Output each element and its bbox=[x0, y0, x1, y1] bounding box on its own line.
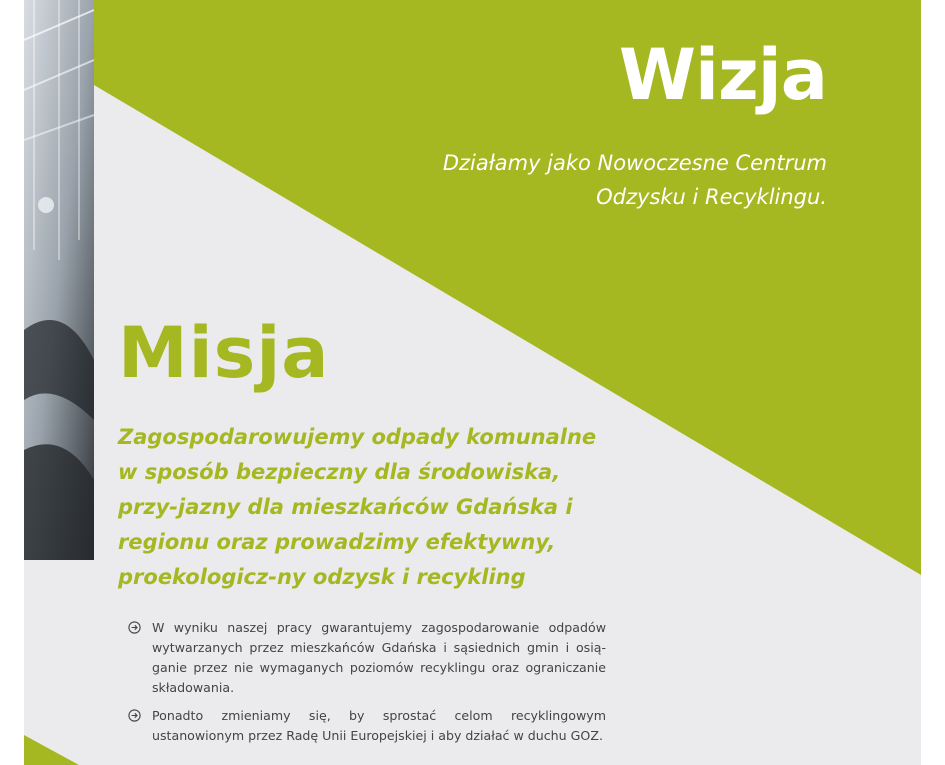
bullet-text: W wyniku naszej pracy gwarantujemy zagospodarowanie odpadów wytwarzanych przez mieszkańców Gdańska i sąsiednich gmin i osią-ganie przez nie wymaganych poziomów recyklingu oraz ograniczanie składowania. bbox=[152, 620, 606, 695]
recycling-facility-photo bbox=[24, 0, 94, 560]
arrow-circle-right-icon bbox=[128, 709, 141, 722]
document-page bbox=[24, 0, 921, 765]
list-item bbox=[128, 618, 606, 698]
vision-subtitle: Działamy jako Nowoczesne Centrum Odzysku i Recyklingu. bbox=[442, 151, 827, 209]
vision-title: Wizja bbox=[618, 34, 827, 116]
list-item bbox=[128, 706, 606, 746]
mission-bullet-list bbox=[128, 618, 606, 754]
mission-subtitle: Zagospodarowujemy odpady komunalne w sposób bezpieczny dla środowiska, przy-jazny dla mieszkańców Gdańska i regionu oraz prowadzimy efektywny, proekologicz-ny odzysk i recykling bbox=[118, 425, 597, 589]
arrow-circle-right-icon bbox=[128, 621, 141, 634]
bullet-text: Ponadto zmieniamy się, by sprostać celom recyklingowym ustanowionym przez Radę Unii Europejskiej i aby działać w duchu GOZ. bbox=[152, 708, 606, 743]
mission-title: Misja bbox=[118, 312, 330, 394]
